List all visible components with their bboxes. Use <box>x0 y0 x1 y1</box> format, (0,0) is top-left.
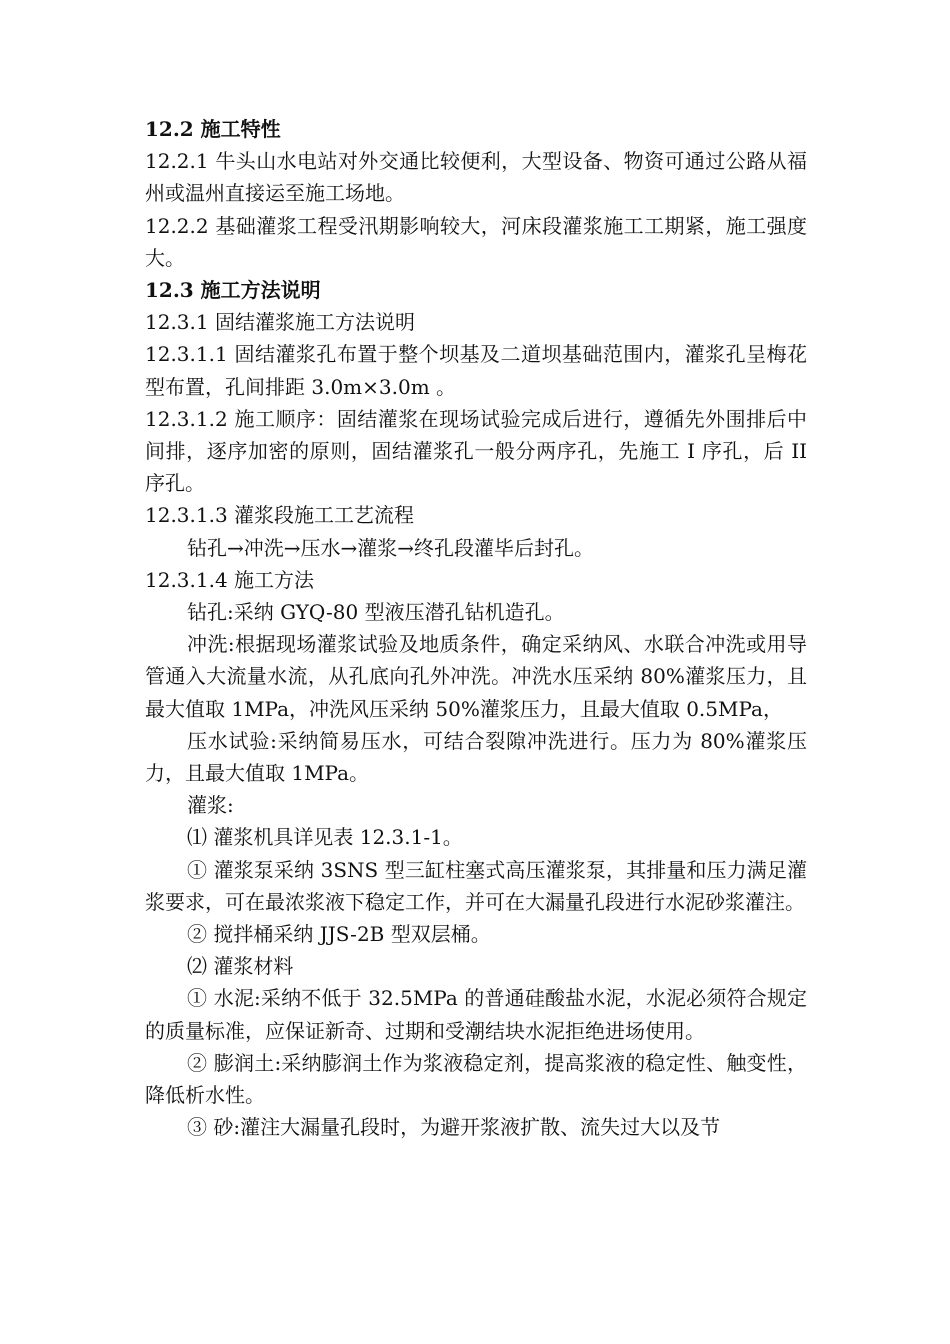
paragraph-12-2-1: 12.2.1 牛头山水电站对外交通比较便利，大型设备、物资可通过公路从福州或温州直接运至施工场地。 <box>145 149 807 206</box>
list-item-cement: ① 水泥:采纳不低于 32.5MPa 的普通硅酸盐水泥，水泥必须符合规定的质量标准，应保证新奇、过期和受潮结块水泥拒绝进场使用。 <box>145 986 807 1043</box>
list-item-equipment: ⑴ 灌浆机具详见表 12.3.1-1。 <box>187 825 463 850</box>
section-heading-12-3: 12.3 施工方法说明 <box>145 278 321 303</box>
paragraph-12-2-2: 12.2.2 基础灌浆工程受汛期影响较大，河床段灌浆施工工期紧，施工强度大。 <box>145 213 807 270</box>
subheading-12-3-1: 12.3.1 固结灌浆施工方法说明 <box>145 310 415 335</box>
paragraph-grouting: 灌浆: <box>187 793 234 818</box>
paragraph-pressure-test: 压水试验:采纳简易压水，可结合裂隙冲洗进行。压力为 80%灌浆压力，且最大值取 1MPa。 <box>145 728 807 786</box>
process-flow: 钻孔→冲洗→压水→灌浆→终孔段灌毕后封孔。 <box>187 535 595 560</box>
paragraph-flushing: 冲洗:根据现场灌浆试验及地质条件，确定采纳风、水联合冲洗或用导管通入大流量水流，从孔底向孔外冲洗。冲洗水压采纳 80%灌浆压力，且最大值取 1MPa，冲洗风压采纳 50%灌浆压力，且最大值取 0.5MPa， <box>145 632 807 721</box>
subheading-12-3-1-4: 12.3.1.4 施工方法 <box>145 567 315 592</box>
list-item-sand: ③ 砂:灌注大漏量孔段时，为避开浆液扩散、流失过大以及节 <box>187 1115 721 1140</box>
paragraph-12-3-1-2: 12.3.1.2 施工顺序：固结灌浆在现场试验完成后进行，遵循先外围排后中间排，逐序加密的原则，固结灌浆孔一般分两序孔，先施工 I 序孔，后 II 序孔。 <box>145 406 807 496</box>
paragraph-drilling: 钻孔:采纳 GYQ-80 型液压潜孔钻机造孔。 <box>187 600 565 625</box>
subheading-12-3-1-3: 12.3.1.3 灌浆段施工工艺流程 <box>145 503 415 528</box>
list-item-bentonite: ② 膨润土:采纳膨润土作为浆液稳定剂，提高浆液的稳定性、触变性，降低析水性。 <box>145 1050 807 1108</box>
section-heading-12-2: 12.2 施工特性 <box>145 117 281 141</box>
list-item-pump: ① 灌浆泵采纳 3SNS 型三缸柱塞式高压灌浆泵，其排量和压力满足灌浆要求，可在最浓浆液下稳定工作，并可在大漏量孔段进行水泥砂浆灌注。 <box>145 857 807 914</box>
paragraph-12-3-1-1: 12.3.1.1 固结灌浆孔布置于整个坝基及二道坝基础范围内，灌浆孔呈梅花型布置，孔间排距 3.0m×3.0m 。 <box>145 342 807 399</box>
list-item-materials: ⑵ 灌浆材料 <box>187 954 294 979</box>
document-body <box>145 113 807 1144</box>
list-item-mixer: ② 搅拌桶采纳 JJS-2B 型双层桶。 <box>187 922 491 947</box>
